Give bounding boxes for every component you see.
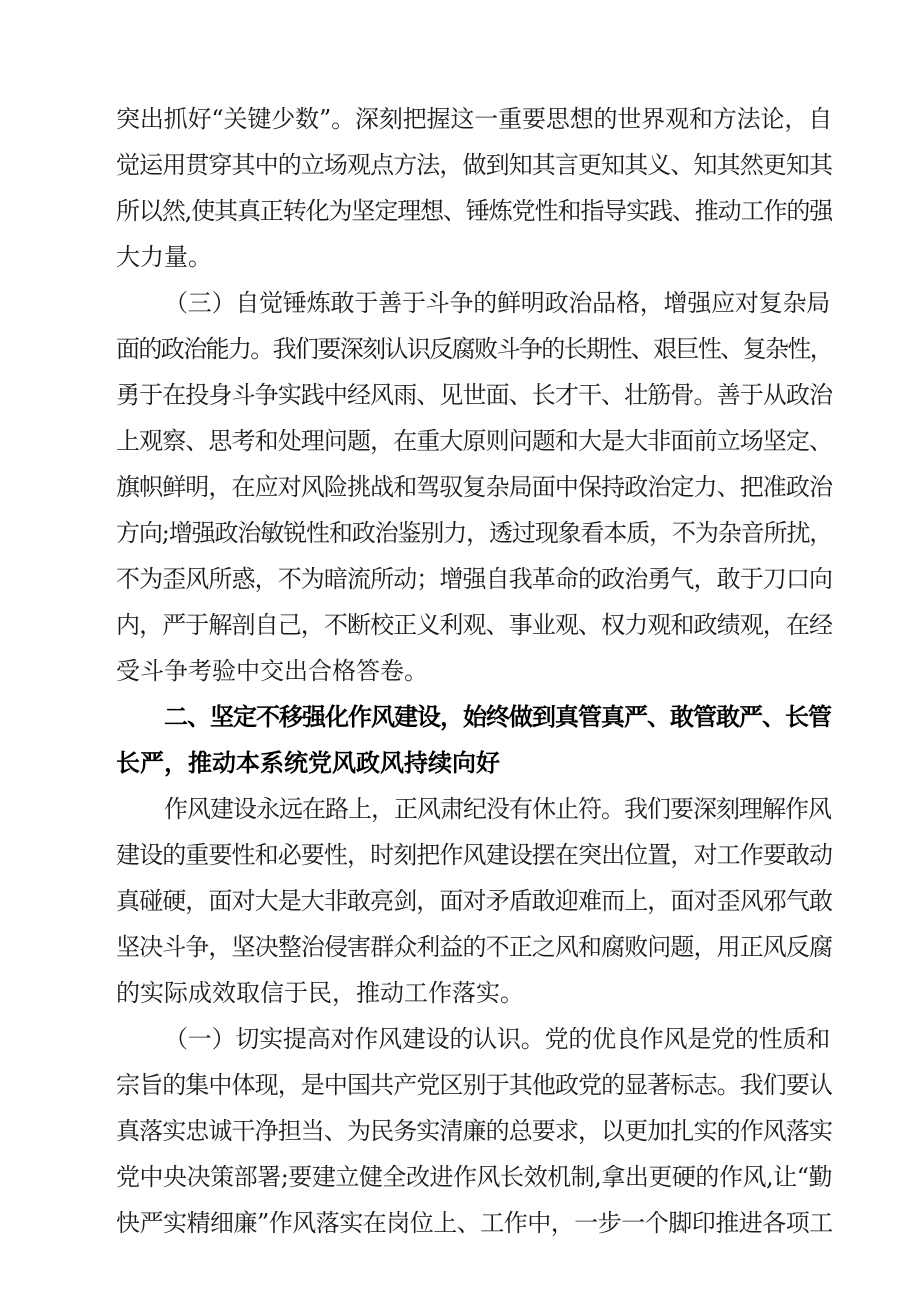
text-line: 勇于在投身斗争实践中经风雨、见世面、长才干、壮筋骨。善于从政治 [116, 381, 832, 409]
text-line: 坚决斗争，坚决整治侵害群众利益的不正之风和腐败问题，用正风反腐 [116, 933, 832, 961]
text-line: 大力量。 [116, 243, 212, 271]
text-line: 突出抓好“关键少数”。深刻把握这一重要思想的世界观和方法论，自 [116, 105, 832, 133]
text-line: 建设的重要性和必要性，时刻把作风建设摆在突出位置，对工作要敢动 [116, 841, 832, 869]
text-line: 方向;增强政治敏锐性和政治鉴别力，透过现象看本质，不为杂音所扰， [116, 519, 832, 547]
text-line: 党中央决策部署;要建立健全改进作风长效机制,拿出更硬的作风,让“勤 [116, 1163, 832, 1191]
text-line: 不为歪风所惑，不为暗流所动；增强自我革命的政治勇气，敢于刀口向 [116, 565, 832, 593]
section-heading: 长严，推动本系统党风政风持续向好 [116, 749, 500, 777]
text-line: 真落实忠诚干净担当、为民务实清廉的总要求，以更加扎实的作风落实 [116, 1117, 832, 1145]
paragraph-first-line: （一）切实提高对作风建设的认识。党的优良作风是党的性质和 [164, 1025, 830, 1053]
text-line: 快严实精细廉”作风落实在岗位上、工作中，一步一个脚印推进各项工 [116, 1209, 833, 1237]
text-line: 的实际成效取信于民，推动工作落实。 [116, 979, 524, 1007]
section-heading: 二、坚定不移强化作风建设，始终做到真管真严、敢管敢严、长管 [164, 703, 831, 731]
text-line: 受斗争考验中交出合格答卷。 [116, 657, 428, 685]
paragraph-first-line: 作风建设永远在路上，正风肃纪没有休止符。我们要深刻理解作风 [164, 795, 831, 823]
text-line: 上观察、思考和处理问题，在重大原则问题和大是大非面前立场坚定、 [116, 427, 832, 455]
paragraph-first-line: （三）自觉锤炼敢于善于斗争的鲜明政治品格，增强应对复杂局 [164, 289, 830, 317]
text-line: 宗旨的集中体现，是中国共产党区别于其他政党的显著标志。我们要认 [116, 1071, 832, 1099]
text-line: 旗帜鲜明，在应对风险挑战和驾驭复杂局面中保持政治定力、把准政治 [116, 473, 832, 501]
text-line: 面的政治能力。我们要深刻认识反腐败斗争的长期性、艰巨性、复杂性， [116, 335, 832, 363]
text-line: 内，严于解剖自己，不断校正义利观、事业观、权力观和政绩观，在经 [116, 611, 832, 639]
text-line: 所以然,使其真正转化为坚定理想、锤炼党性和指导实践、推动工作的强 [116, 197, 832, 225]
text-line: 真碰硬，面对大是大非敢亮剑，面对矛盾敢迎难而上，面对歪风邪气敢 [116, 887, 832, 915]
text-line: 觉运用贯穿其中的立场观点方法，做到知其言更知其义、知其然更知其 [116, 151, 832, 179]
